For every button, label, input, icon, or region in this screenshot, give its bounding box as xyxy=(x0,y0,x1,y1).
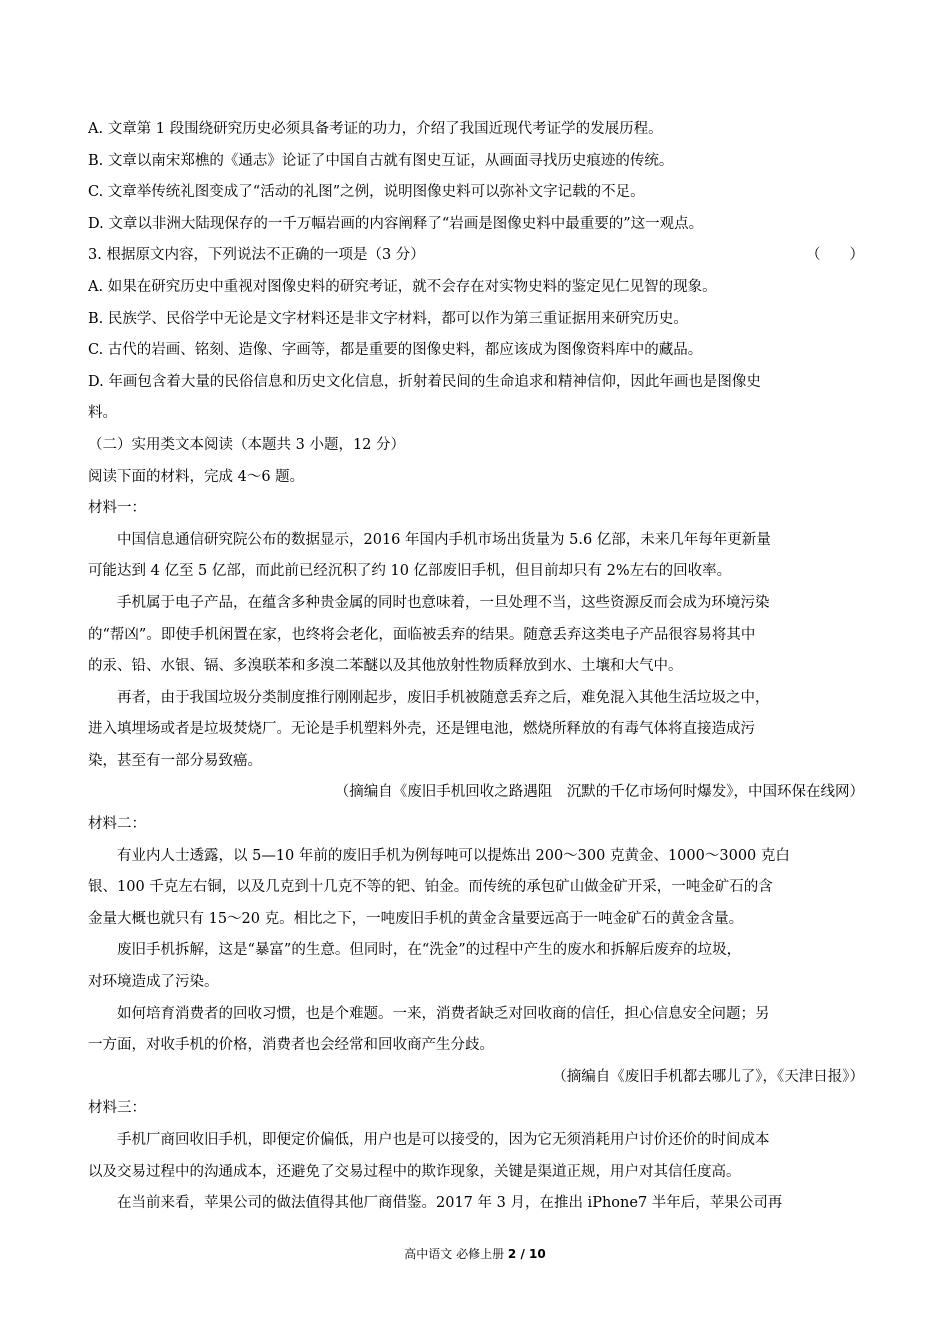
material-1-line: 手机属于电子产品，在蕴含多种贵金属的同时也意味着，一旦处理不当，这些资源反而会成为环境污染 xyxy=(117,594,770,611)
material-1-line: 中国信息通信研究院公布的数据显示，2016 年国内手机市场出货量为 5.6 亿部，未来几年每年更新量 xyxy=(117,531,771,548)
material-3-line: 手机厂商回收旧手机，即便定价偏低，用户也是可以接受的，因为它无须消耗用户讨价还价的时间成本 xyxy=(117,1132,770,1148)
material-2-line: 对环境造成了污染。 xyxy=(88,974,219,991)
material-1-line: 进入填埋场或者是垃圾焚烧厂。无论是手机塑料外壳，还是锂电池，燃烧所释放的有毒气体将直接造成污 xyxy=(88,721,755,738)
material-3-line: 以及交易过程中的沟通成本，还避免了交易过程中的欺诈现象，关键是渠道正规，用户对其信任度高。 xyxy=(88,1163,741,1180)
q3-option-c: C. 古代的岩画、铭刻、造像、字画等，都是重要的图像史料，都应该成为图像资料库中的藏品。 xyxy=(88,342,703,359)
material-2-line: 银、100 千克左右铜，以及几克到十几克不等的钯、铂金。而传统的承包矿山做金矿开采，一吨金矿石的含 xyxy=(88,879,773,896)
material-1-line: 的汞、铅、水银、镉、多溴联苯和多溴二苯醚以及其他放射性物质释放到水、土壤和大气中。 xyxy=(88,658,683,675)
material-1-line: 再者，由于我国垃圾分类制度推行刚刚起步，废旧手机被随意丢弃之后，难免混入其他生活垃圾之中， xyxy=(117,689,770,706)
material-2-label: 材料二： xyxy=(88,816,146,833)
material-3-line: 在当前来看，苹果公司的做法值得其他厂商借鉴。2017 年 3 月，在推出 iPhone7 半年后，苹果公司再 xyxy=(117,1195,783,1212)
q2-option-c: C. 文章举传统礼图变成了“活动的礼图”之例，说明图像史料可以弥补文字记载的不足。 xyxy=(88,184,645,201)
material-3-label: 材料三： xyxy=(88,1100,146,1117)
material-2-line: 有业内人士透露，以 5—10 年前的废旧手机为例每吨可以提炼出 200～300 克黄金、1000～3000 克白 xyxy=(117,847,790,864)
material-1-line: 可能达到 4 亿至 5 亿部，而此前已经沉积了约 10 亿部废旧手机，但目前却只有 2%左右的回收率。 xyxy=(88,563,732,580)
material-1-line: 染，甚至有一部分易致癌。 xyxy=(88,752,262,769)
page-number: 2 / 10 xyxy=(507,1247,546,1261)
q3-option-b: B. 民族学、民俗学中无论是文字材料还是非文字材料，都可以作为第三重证据用来研究历史。 xyxy=(88,310,688,327)
material-1-source: （摘编自《废旧手机回收之路遇阻 沉默的千亿市场何时爆发》，中国环保在线网） xyxy=(334,784,864,801)
q3-answer-blank: （ ） xyxy=(806,247,864,264)
material-2-line: 如何培育消费者的回收习惯，也是个难题。一来，消费者缺乏对回收商的信任，担心信息安全问题；另 xyxy=(117,1005,770,1022)
q2-option-d: D. 文章以非洲大陆现保存的一千万幅岩画的内容阐释了“岩画是图像史料中最重要的”这一观点。 xyxy=(88,215,704,232)
q3-option-d-line1: D. 年画包含着大量的民俗信息和历史文化信息，折射着民间的生命追求和精神信仰，因此年画也是图像史 xyxy=(88,373,761,390)
material-1-line: 的“帮凶”。即使手机闲置在家，也终将会老化，面临被丢弃的结果。随意丢弃这类电子产品很容易将其中 xyxy=(88,626,756,643)
document-body xyxy=(88,114,864,1220)
material-2-line: 一方面，对收手机的价格，消费者也会经常和回收商产生分歧。 xyxy=(88,1037,494,1054)
section-heading: （二）实用类文本阅读（本题共 3 小题，12 分） xyxy=(88,436,406,453)
q3-option-a: A. 如果在研究历史中重视对图像史料的研究考证，就不会存在对实物史料的鉴定见仁见智的现象。 xyxy=(88,278,717,295)
material-1-label: 材料一： xyxy=(88,500,146,517)
page-footer xyxy=(0,1245,950,1262)
material-2-source: （摘编自《废旧手机都去哪儿了》，《天津日报》） xyxy=(552,1068,864,1085)
material-2-line: 废旧手机拆解，这是“暴富”的生意。但同时，在“洗金”的过程中产生的废水和拆解后废弃的垃圾， xyxy=(117,942,742,959)
q3-stem-row xyxy=(88,240,864,272)
section-instruction: 阅读下面的材料，完成 4～6 题。 xyxy=(88,468,305,485)
q3-option-d-line2: 料。 xyxy=(88,405,117,422)
q2-option-b: B. 文章以南宋郑樵的《通志》论证了中国自古就有图史互证，从画面寻找历史痕迹的传统。 xyxy=(88,152,674,169)
q3-stem: 3. 根据原文内容，下列说法不正确的一项是（3 分） xyxy=(88,247,425,264)
material-2-line: 金量大概也就只有 15～20 克。相比之下，一吨废旧手机的黄金含量要远高于一吨金矿石的黄金含量。 xyxy=(88,910,744,927)
footer-title: 高中语文 必修上册 xyxy=(404,1247,508,1261)
q2-option-a: A. 文章第 1 段围绕研究历史必须具备考证的功力，介绍了我国近现代考证学的发展历程。 xyxy=(88,121,663,137)
